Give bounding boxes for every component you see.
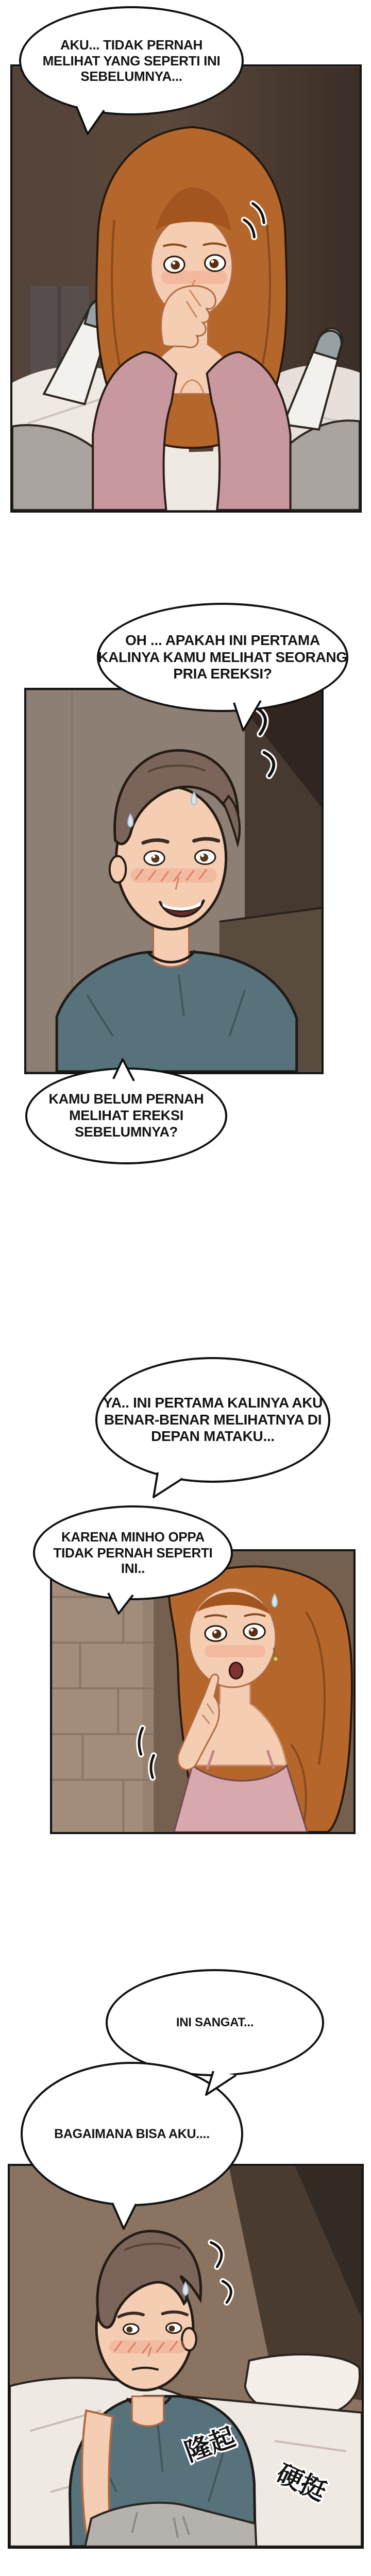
bubble-2-line-2: KALINYA KAMU MELIHAT SEORANG [98, 649, 347, 665]
bubble-2-line-1: OH ... APAKAH INI PERTAMA [125, 632, 320, 649]
bubble-4-line-1: YA.. INI PERTAMA KALINYA AKU [103, 1395, 323, 1411]
speech-bubble-6 [106, 1969, 324, 2076]
bubble-5-line-3: INI.. [121, 1561, 145, 1577]
speech-bubble-5-tail [101, 1588, 140, 1618]
speech-bubble-2-tail [227, 697, 270, 735]
panel-1 [10, 64, 362, 513]
speech-bubble-7-tail [106, 2198, 143, 2233]
speech-bubble-4 [95, 1357, 330, 1483]
sfx-stiff: 硬挺 [272, 2458, 331, 2507]
man-eye-right [200, 854, 208, 862]
speech-bubble-6-tail [199, 2067, 240, 2099]
speech-bubble-1-tail [67, 101, 113, 139]
woman-blush [205, 1645, 265, 1657]
woman-eye-right [209, 259, 218, 268]
woman-eye-left [212, 1630, 222, 1639]
man-neck [132, 2396, 163, 2426]
bubble-2-line-3: PRIA EREKSI? [173, 666, 272, 682]
bubble-7-line-1: BAGAIMANA BISA AKU.... [54, 2127, 210, 2141]
man-eye-left [151, 855, 160, 863]
speech-bubble-3-tail [107, 1055, 143, 1084]
panel-4-artwork [10, 2166, 362, 2547]
sfx-bulge: 隆起 [181, 2421, 239, 2467]
bubble-1-line-2: MELIHAT YANG SEPERTI INI [42, 53, 221, 69]
speech-bubble-4-tail [146, 1467, 188, 1501]
bubble-3-line-3: SEBELUMNYA? [75, 1124, 178, 1140]
bubble-1-line-3: SEBELUMNYA... [80, 69, 182, 84]
bubble-5-line-1: KARENA MINHO OPPA [61, 1529, 205, 1545]
speech-bubble-1 [19, 6, 244, 115]
panel-2 [24, 688, 324, 1074]
panel-1-artwork [12, 66, 360, 511]
bubble-4-line-2: BENAR-BENAR MELIHATNYA DI [104, 1411, 322, 1428]
man-eye-left [126, 2327, 132, 2333]
woman-eye-right [249, 1628, 258, 1637]
speech-bubble-5 [33, 1505, 233, 1600]
bubble-4-line-3: DEPAN MATAKU... [151, 1428, 275, 1445]
bubble-1-line-1: AKU... TIDAK PERNAH [60, 37, 203, 53]
man-ear [110, 856, 126, 883]
woman-eye-left [171, 261, 180, 270]
bubble-3-line-1: KAMU BELUM PERNAH [48, 1091, 204, 1107]
earring [273, 1656, 278, 1662]
speech-bubble-2 [97, 603, 348, 712]
panel-4 [8, 2164, 364, 2549]
panel-2-artwork [26, 690, 322, 1072]
bubble-3-line-2: MELIHAT EREKSI [69, 1108, 183, 1124]
woman-mouth-open [229, 1663, 243, 1679]
bubble-5-line-2: TIDAK PERNAH SEPERTI [53, 1545, 213, 1561]
bubble-6-line-1: INI SANGAT... [176, 2015, 254, 2029]
man-eye-right [168, 2326, 175, 2332]
